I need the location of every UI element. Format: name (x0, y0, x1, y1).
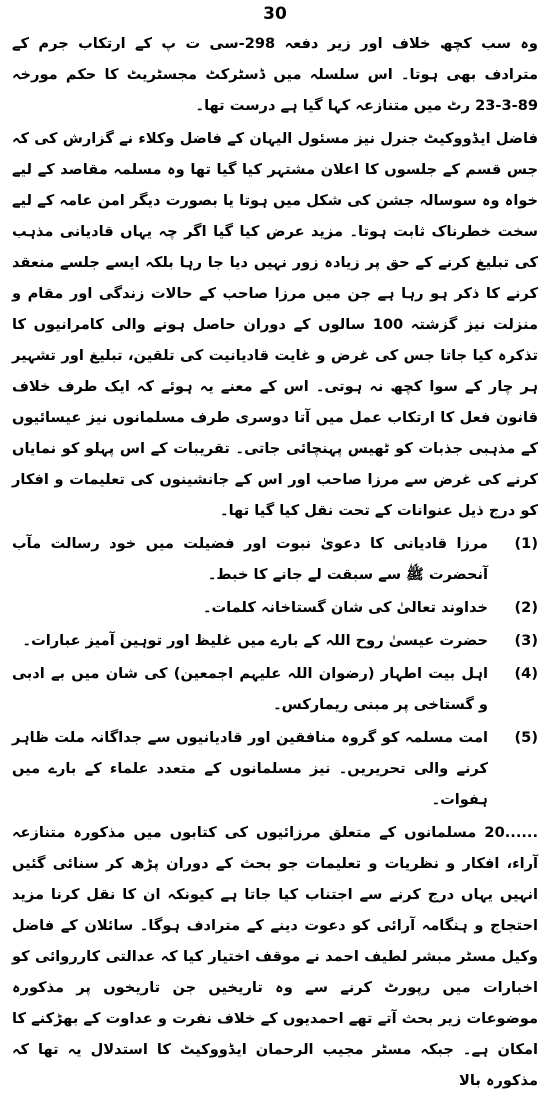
paragraph-arguments: فاضل ایڈووکیٹ جنرل نیز مسئول الیہان کے فاضل وکلاء نے گزارش کی کہ جس قسم کے جلسوں کا اعلان مشتہر کیا گیا تھا وہ مسلمہ مقاصد کے لیے خواہ وہ سوسالہ جشن کی شکل میں ہوتا یا بصورت دیگر امن عامہ کے لیے سخت خطرناک ثابت ہوتا۔ مزید عرض کیا گیا اگر چہ یہاں قادیانی مذہب کی تبلیغ کرنے کے حق پر زیادہ زور نہیں دیا جا رہا بلکہ ایسے جلسے منعقد کرنے کا ذکر ہو رہا ہے جن میں مرزا صاحب کے حالات زندگی اور مقام و منزلت نیز گزشتہ 100 سالوں کے دوران حاصل ہونے والی کامرانیوں کا تذکرہ کیا جاتا جس کی غرض و غایت قادیانیت کی تلقین، تبلیغ اور تشہیر ہر چار کے سوا کچھ نہ ہوتی۔ اس کے معنے یہ ہوئے کہ ایک طرف خلاف قانون فعل کا ارتکاب عمل میں آتا دوسری طرف مسلمانوں نیز عیسائیوں کے مذہبی جذبات کو ٹھیس پہنچائی جاتی۔ تقریبات کے اس پہلو کو نمایاں کرنے کی غرض سے مرزا صاحب اور اس کے جانشینوں کی تعلیمات و افکار کو درج ذیل عنوانات کے تحت نقل کیا گیا تھا۔ (12, 130, 538, 519)
list-item (12, 528, 538, 590)
list-item-text: امت مسلمہ کو گروہ منافقین اور قادیانیوں سے جداگانہ ملت ظاہر کرنے والی تحریریں۔ نیز مسلمانوں کے متعدد علماء کے بارے میں ہفوات۔ (12, 729, 488, 808)
list-item-number: (4) (514, 665, 538, 682)
list-item-text: خداوند تعالیٰ کی شان گستاخانہ کلمات۔ (202, 599, 488, 616)
list-item (12, 592, 538, 623)
list-item-text: حضرت عیسیٰ روح اللہ کے بارے میں غلیظ اور توہین آمیز عبارات۔ (22, 632, 488, 649)
list-item-number: (5) (514, 729, 538, 746)
list-item (12, 722, 538, 815)
paragraph-intro: وہ سب کچھ خلاف اور زیر دفعہ 298-سی ت پ کے ارتکاب جرم کے مترادف بھی ہوتا۔ اس سلسلہ میں ڈسٹرکٹ مجسٹریٹ کا حکم مورخہ 89-3-23 رٹ میں متنازعہ کہا گیا ہے درست تھا۔ (12, 35, 538, 114)
page-number: 30 (263, 4, 287, 24)
paragraph-20 (12, 817, 538, 1096)
topics-list (12, 528, 538, 815)
list-item (12, 625, 538, 656)
list-item (12, 658, 538, 720)
list-item-text: مرزا قادیانی کا دعویٰ نبوت اور فضیلت میں خود رسالت مآب آنحضرت ﷺ سے سبقت لے جانے کا خبط۔ (12, 535, 488, 583)
paragraph-number: 20...... (484, 824, 538, 841)
list-item-number: (2) (514, 599, 538, 616)
list-item-number: (1) (514, 535, 538, 552)
list-item-text: اہل بیت اطہار (رضوان اللہ علیہم اجمعین) کی شان میں بے ادبی و گستاخی پر مبنی ریمارکس۔ (12, 665, 488, 713)
list-item-number: (3) (514, 632, 538, 649)
paragraph-20-text: مسلمانوں کے متعلق مرزائیوں کی کتابوں میں مذکورہ متنازعہ آراء، افکار و نظریات و تعلیمات جو بحث کے دوران پڑھ کر سنائی گئیں انہیں یہاں درج کرنے سے اجتناب کیا جاتا ہے کیونکہ ان کا نقل کرنا مزید احتجاج و ہنگامہ آرائی کو دعوت دینے کے مترادف ہوگا۔ سائلان کے فاضل وکیل مسٹر مبشر لطیف احمد نے موقف اختیار کیا کہ عدالتی کارروائی کو اخبارات میں رپورٹ کرنے سے وہ تاریخیں جن تاریخوں پر مذکورہ موضوعات زیر بحث آتے تھے احمدیوں کے خلاف نفرت و عداوت کے بھڑکنے کا امکان ہے۔ جبکہ مسٹر مجیب الرحمان ایڈووکیٹ کا استدلال یہ تھا کہ مذکورہ بالا (12, 824, 538, 1089)
